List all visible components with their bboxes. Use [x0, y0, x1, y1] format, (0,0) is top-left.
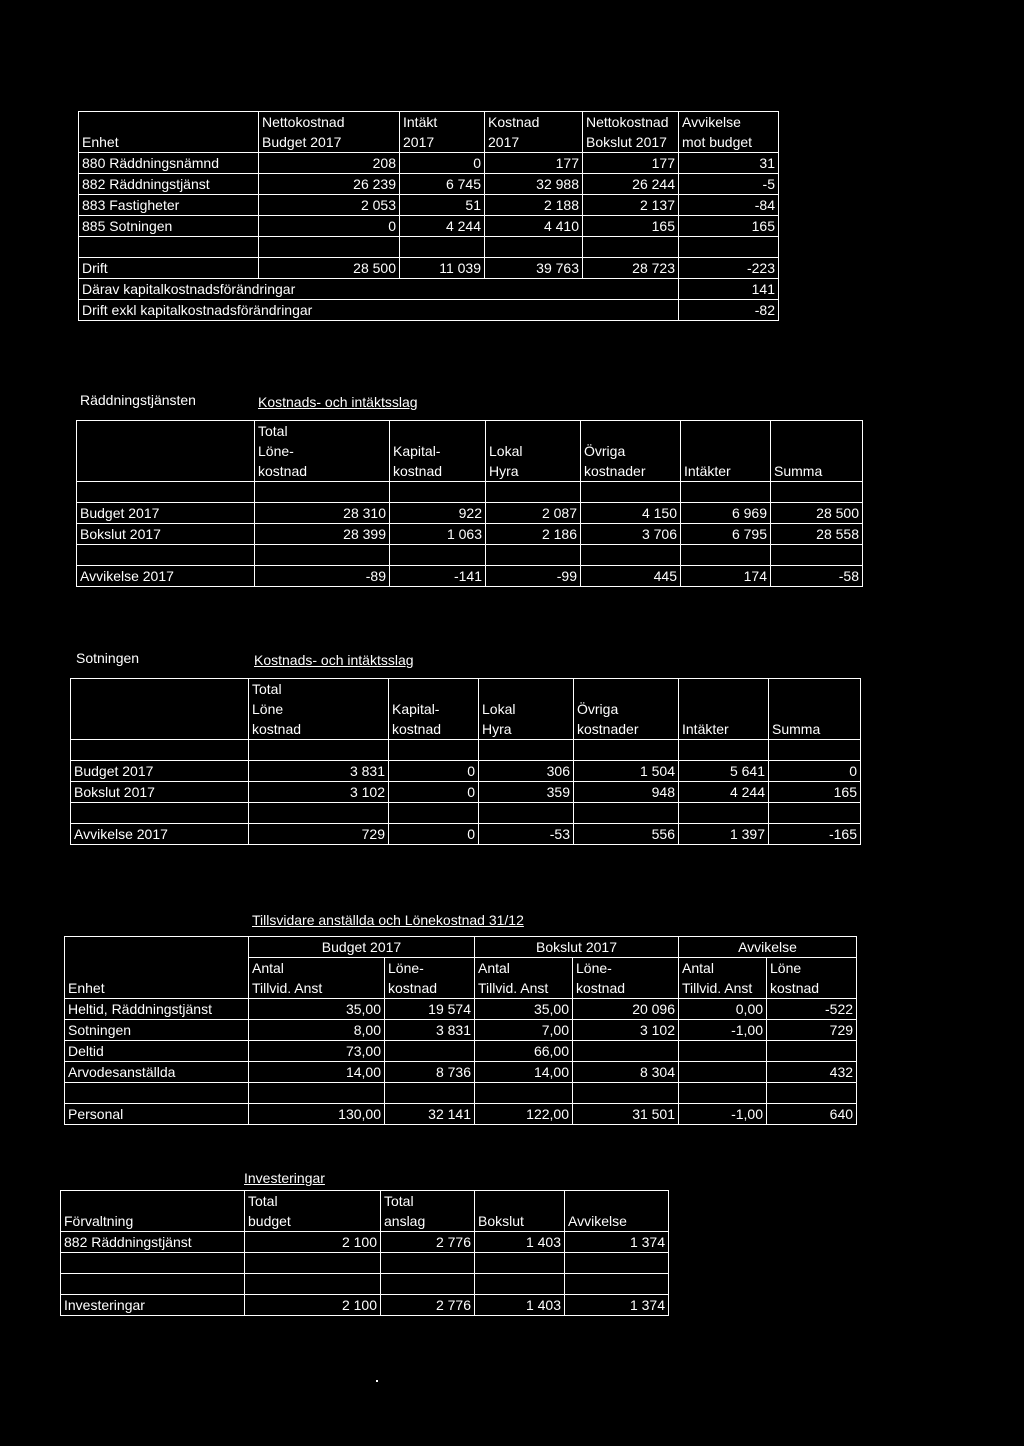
- personal-cell: 8,00: [249, 1020, 385, 1041]
- summary-total-cell: 28 723: [583, 258, 679, 279]
- summary-table: [78, 111, 779, 321]
- sotning-header: Löne: [249, 699, 389, 719]
- raddning-header-total: Total: [255, 421, 390, 442]
- personal-title: Tillsvidare anställda och Lönekostnad 31/12: [252, 912, 524, 928]
- raddning-header-row-1: [77, 421, 863, 442]
- sotning-header: kostnader: [574, 719, 679, 740]
- personal-total-row: [65, 1104, 857, 1125]
- summary-cell: 883 Fastigheter: [79, 195, 259, 216]
- raddning-cell: 28 558: [771, 524, 863, 545]
- personal-cell: 8 736: [385, 1062, 475, 1083]
- invest-cell: 1 403: [475, 1232, 565, 1253]
- summary-row: [79, 174, 779, 195]
- personal-total-cell: 640: [767, 1104, 857, 1125]
- summary-cell: 0: [400, 153, 485, 174]
- personal-total-cell: 31 501: [573, 1104, 679, 1125]
- summary-total-cell: 28 500: [259, 258, 400, 279]
- personal-cell: 432: [767, 1062, 857, 1083]
- personal-header: Tillvid. Anst: [249, 978, 385, 999]
- personal-header: kostnad: [767, 978, 857, 999]
- personal-cell: Deltid: [65, 1041, 249, 1062]
- summary-cell: 2 137: [583, 195, 679, 216]
- raddning-cell: Budget 2017: [77, 503, 255, 524]
- raddning-header: Övriga: [581, 441, 681, 461]
- summary-header: 2017: [400, 132, 485, 153]
- personal-cell: [679, 1041, 767, 1062]
- summary-total-cell: 39 763: [485, 258, 583, 279]
- raddning-avvikelse-cell: -99: [486, 566, 581, 587]
- invest-header: Total: [245, 1191, 381, 1212]
- sotning-header-row-2: [71, 699, 861, 719]
- invest-header: anslag: [381, 1211, 475, 1232]
- sotning-avvikelse-cell: -165: [769, 824, 861, 845]
- personal-table: [64, 936, 857, 1125]
- raddning-title: Räddningstjänsten: [80, 392, 196, 408]
- sotning-cell: 3 831: [249, 761, 389, 782]
- sotning-avvikelse-cell: -53: [479, 824, 574, 845]
- raddning-row: [77, 503, 863, 524]
- sotning-cell: 948: [574, 782, 679, 803]
- personal-total-cell: 32 141: [385, 1104, 475, 1125]
- invest-cell: 2 100: [245, 1232, 381, 1253]
- sotning-header: Övriga: [574, 699, 679, 719]
- personal-cell: -522: [767, 999, 857, 1020]
- sotning-header-row-3: [71, 719, 861, 740]
- raddning-avvikelse-cell: 174: [681, 566, 771, 587]
- invest-total-cell: 1 403: [475, 1295, 565, 1316]
- summary-cell: 4 244: [400, 216, 485, 237]
- raddning-cell: 6 795: [681, 524, 771, 545]
- personal-cell: 35,00: [249, 999, 385, 1020]
- sotning-header-total: Total: [249, 679, 389, 700]
- invest-header: Avvikelse: [565, 1211, 669, 1232]
- summary-header-row-2: [79, 132, 779, 153]
- personal-header: Antal: [679, 958, 767, 979]
- sotning-cell: 0: [389, 782, 479, 803]
- personal-total-label: Personal: [65, 1104, 249, 1125]
- summary-cell: 31: [679, 153, 779, 174]
- summary-cell: 32 988: [485, 174, 583, 195]
- personal-cell: 20 096: [573, 999, 679, 1020]
- summary-header: 2017: [485, 132, 583, 153]
- invest-total-cell: 1 374: [565, 1295, 669, 1316]
- personal-group-row: [65, 937, 857, 958]
- sotning-subtitle: Kostnads- och intäktsslag: [254, 652, 414, 668]
- personal-header: Löne-: [573, 958, 679, 979]
- personal-total-cell: -1,00: [679, 1104, 767, 1125]
- sotning-header: Summa: [769, 719, 861, 740]
- invest-table: [60, 1190, 669, 1316]
- personal-header-row-1: [65, 958, 857, 979]
- raddning-header: kostnad: [255, 461, 390, 482]
- personal-cell: 35,00: [475, 999, 573, 1020]
- personal-header: Löne: [767, 958, 857, 979]
- personal-cell: 14,00: [475, 1062, 573, 1083]
- sotning-avvikelse-row: [71, 824, 861, 845]
- personal-cell: [385, 1041, 475, 1062]
- invest-cell: 2 776: [381, 1232, 475, 1253]
- raddning-table: [76, 420, 863, 587]
- raddning-avvikelse-row: [77, 566, 863, 587]
- stray-dot: [376, 1380, 378, 1382]
- personal-cell: 14,00: [249, 1062, 385, 1083]
- sotning-cell: 0: [389, 761, 479, 782]
- raddning-cell: 28 399: [255, 524, 390, 545]
- sotning-cell: 3 102: [249, 782, 389, 803]
- personal-total-cell: 130,00: [249, 1104, 385, 1125]
- summary-row: [79, 216, 779, 237]
- sotning-cell: 0: [769, 761, 861, 782]
- raddning-header: Summa: [771, 461, 863, 482]
- summary-kapital-row: [79, 279, 779, 300]
- summary-header: Avvikelse: [679, 112, 779, 133]
- sotning-row: [71, 782, 861, 803]
- personal-cell: 3 831: [385, 1020, 475, 1041]
- raddning-header: kostnader: [581, 461, 681, 482]
- summary-row: [79, 153, 779, 174]
- personal-cell: [679, 1062, 767, 1083]
- sotning-avvikelse-cell: 1 397: [679, 824, 769, 845]
- summary-cell: 2 053: [259, 195, 400, 216]
- summary-header: Bokslut 2017: [583, 132, 679, 153]
- invest-total-cell: 2 100: [245, 1295, 381, 1316]
- raddning-header: Hyra: [486, 461, 581, 482]
- raddning-cell: 3 706: [581, 524, 681, 545]
- summary-cell: 0: [259, 216, 400, 237]
- summary-cell: 2 188: [485, 195, 583, 216]
- summary-cell: 26 239: [259, 174, 400, 195]
- summary-row: [79, 195, 779, 216]
- invest-header: Förvaltning: [61, 1211, 245, 1232]
- raddning-header: kostnad: [390, 461, 486, 482]
- sotning-cell: 5 641: [679, 761, 769, 782]
- raddning-subtitle: Kostnads- och intäktsslag: [258, 394, 418, 410]
- personal-header-row-2: [65, 978, 857, 999]
- personal-row: [65, 1020, 857, 1041]
- personal-cell: [767, 1041, 857, 1062]
- personal-header: kostnad: [573, 978, 679, 999]
- summary-exkl-row: [79, 300, 779, 321]
- summary-total-cell: -223: [679, 258, 779, 279]
- sotning-header: kostnad: [389, 719, 479, 740]
- sotning-row: [71, 761, 861, 782]
- kapital-label: Därav kapitalkostnadsförändringar: [79, 279, 679, 300]
- summary-cell: 177: [485, 153, 583, 174]
- sotning-avvikelse-cell: 0: [389, 824, 479, 845]
- personal-group: Bokslut 2017: [475, 937, 679, 958]
- raddning-cell: 2 186: [486, 524, 581, 545]
- personal-group: Budget 2017: [249, 937, 475, 958]
- personal-total-cell: 122,00: [475, 1104, 573, 1125]
- invest-cell: 882 Räddningstjänst: [61, 1232, 245, 1253]
- raddning-cell: 922: [390, 503, 486, 524]
- raddning-cell: 1 063: [390, 524, 486, 545]
- raddning-header-row-2: [77, 441, 863, 461]
- sotning-avvikelse-cell: 556: [574, 824, 679, 845]
- exkl-value: -82: [679, 300, 779, 321]
- summary-header: Kostnad: [485, 112, 583, 133]
- personal-cell: 19 574: [385, 999, 475, 1020]
- personal-header: Antal: [249, 958, 385, 979]
- raddning-avvikelse-cell: -89: [255, 566, 390, 587]
- raddning-avvikelse-label: Avvikelse 2017: [77, 566, 255, 587]
- summary-cell: 882 Räddningstjänst: [79, 174, 259, 195]
- raddning-cell: 28 310: [255, 503, 390, 524]
- invest-header: Total: [381, 1191, 475, 1212]
- personal-row: [65, 1041, 857, 1062]
- kapital-value: 141: [679, 279, 779, 300]
- personal-header: Tillvid. Anst: [475, 978, 573, 999]
- raddning-row: [77, 524, 863, 545]
- sotning-cell: Bokslut 2017: [71, 782, 249, 803]
- summary-cell: 208: [259, 153, 400, 174]
- invest-cell: 1 374: [565, 1232, 669, 1253]
- sotning-table: [70, 678, 861, 845]
- personal-cell: Arvodesanställda: [65, 1062, 249, 1083]
- summary-cell: 165: [583, 216, 679, 237]
- personal-enhet-label: Enhet: [65, 978, 249, 999]
- invest-header-row-1: [61, 1191, 669, 1212]
- sotning-header: Kapital-: [389, 699, 479, 719]
- raddning-header: Intäkter: [681, 461, 771, 482]
- sotning-header: Hyra: [479, 719, 574, 740]
- personal-row: [65, 999, 857, 1020]
- sotning-header-row-1: [71, 679, 861, 700]
- summary-cell: 51: [400, 195, 485, 216]
- summary-total-cell: 11 039: [400, 258, 485, 279]
- sotning-header: Intäkter: [679, 719, 769, 740]
- sotning-cell: 1 504: [574, 761, 679, 782]
- personal-cell: 8 304: [573, 1062, 679, 1083]
- summary-cell: 165: [679, 216, 779, 237]
- raddning-avvikelse-cell: 445: [581, 566, 681, 587]
- raddning-cell: 6 969: [681, 503, 771, 524]
- raddning-header-row-3: [77, 461, 863, 482]
- raddning-header: Löne-: [255, 441, 390, 461]
- personal-header: kostnad: [385, 978, 475, 999]
- summary-cell: 6 745: [400, 174, 485, 195]
- invest-total-label: Investeringar: [61, 1295, 245, 1316]
- raddning-cell: 4 150: [581, 503, 681, 524]
- summary-header: Budget 2017: [259, 132, 400, 153]
- raddning-header: Kapital-: [390, 441, 486, 461]
- invest-header: budget: [245, 1211, 381, 1232]
- personal-cell: 7,00: [475, 1020, 573, 1041]
- invest-row: [61, 1232, 669, 1253]
- personal-cell: -1,00: [679, 1020, 767, 1041]
- summary-cell: 26 244: [583, 174, 679, 195]
- raddning-cell: Bokslut 2017: [77, 524, 255, 545]
- personal-cell: 729: [767, 1020, 857, 1041]
- raddning-header: Lokal: [486, 441, 581, 461]
- personal-header: Tillvid. Anst: [679, 978, 767, 999]
- invest-header: Bokslut: [475, 1211, 565, 1232]
- personal-row: [65, 1062, 857, 1083]
- summary-spacer: [79, 237, 779, 258]
- sotning-cell: 165: [769, 782, 861, 803]
- invest-total-cell: 2 776: [381, 1295, 475, 1316]
- personal-cell: 0,00: [679, 999, 767, 1020]
- personal-cell: 73,00: [249, 1041, 385, 1062]
- sotning-title: Sotningen: [76, 650, 140, 666]
- personal-cell: Heltid, Räddningstjänst: [65, 999, 249, 1020]
- personal-cell: Sotningen: [65, 1020, 249, 1041]
- raddning-cell: 28 500: [771, 503, 863, 524]
- summary-cell: 880 Räddningsnämnd: [79, 153, 259, 174]
- invest-header-row-2: [61, 1211, 669, 1232]
- summary-header: Enhet: [79, 132, 259, 153]
- summary-cell: -84: [679, 195, 779, 216]
- summary-header: mot budget: [679, 132, 779, 153]
- summary-header: [79, 112, 259, 133]
- summary-cell: 885 Sotningen: [79, 216, 259, 237]
- sotning-cell: Budget 2017: [71, 761, 249, 782]
- summary-header-row-1: [79, 112, 779, 133]
- summary-total-label: Drift: [79, 258, 259, 279]
- sotning-cell: 359: [479, 782, 574, 803]
- sotning-header: Lokal: [479, 699, 574, 719]
- summary-cell: -5: [679, 174, 779, 195]
- personal-group: Avvikelse: [679, 937, 857, 958]
- raddning-cell: 2 087: [486, 503, 581, 524]
- personal-cell: 66,00: [475, 1041, 573, 1062]
- summary-header: Nettokostnad: [583, 112, 679, 133]
- sotning-cell: 306: [479, 761, 574, 782]
- personal-cell: 3 102: [573, 1020, 679, 1041]
- sotning-cell: 4 244: [679, 782, 769, 803]
- sotning-avvikelse-label: Avvikelse 2017: [71, 824, 249, 845]
- sotning-header: kostnad: [249, 719, 389, 740]
- raddning-avvikelse-cell: -141: [390, 566, 486, 587]
- personal-header: Löne-: [385, 958, 475, 979]
- invest-title: Investeringar: [244, 1170, 325, 1186]
- summary-cell: 4 410: [485, 216, 583, 237]
- exkl-label: Drift exkl kapitalkostnadsförändringar: [79, 300, 679, 321]
- personal-header: Antal: [475, 958, 573, 979]
- summary-header: Intäkt: [400, 112, 485, 133]
- summary-header: Nettokostnad: [259, 112, 400, 133]
- sotning-avvikelse-cell: 729: [249, 824, 389, 845]
- invest-total-row: [61, 1295, 669, 1316]
- summary-cell: 177: [583, 153, 679, 174]
- personal-cell: [573, 1041, 679, 1062]
- raddning-avvikelse-cell: -58: [771, 566, 863, 587]
- summary-total-row: [79, 258, 779, 279]
